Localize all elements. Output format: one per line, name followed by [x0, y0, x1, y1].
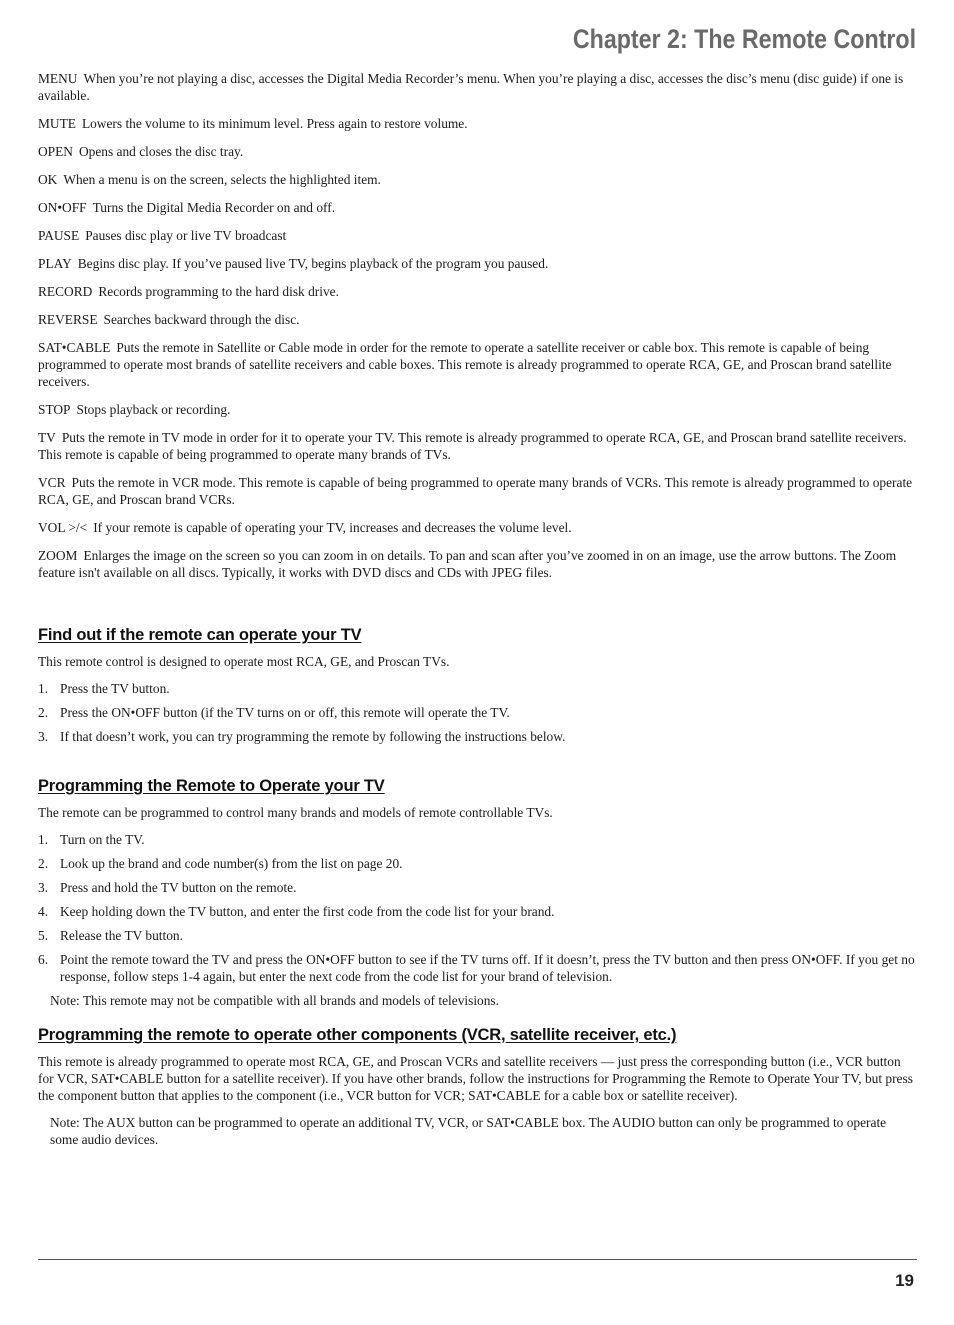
definition-item [38, 311, 916, 328]
step-text: Press and hold the TV button on the remote. [60, 880, 297, 895]
list-item [38, 927, 916, 944]
definition-text: If your remote is capable of operating your TV, increases and decreases the volume level. [93, 520, 572, 535]
definition-item [38, 339, 916, 390]
definition-term: OK [38, 172, 58, 187]
section-intro: This remote is already programmed to operate most RCA, GE, and Proscan VCRs and satellite receivers — just press the corresponding button (i.e., VCR button for VCR, SAT•CABLE button for a satellite receiver). If you have other brands, follow the instructions for Programming the Remote to Operate Your TV, but press the component button that applies to the component (i.e., VCR button for VCR; SAT•CABLE for a cable box or satellite receiver). [38, 1054, 913, 1103]
definition-text: Puts the remote in Satellite or Cable mode in order for the remote to operate a satellite receiver or cable box. This remote is capable of being programmed to operate most brands of satellite receivers and cable boxes. This remote is already programmed to operate RCA, GE, and Proscan brand satellite receivers. [38, 340, 892, 389]
definition-text: Enlarges the image on the screen so you can zoom in on details. To pan and scan after you’ve zoomed in on an image, use the arrow buttons. The Zoom feature isn't available on all discs. Typically, it works with DVD discs and CDs with JPEG files. [38, 548, 897, 580]
list-item [38, 680, 916, 697]
list-item [38, 951, 916, 985]
section-heading: Programming the Remote to Operate your TV [38, 777, 385, 795]
section-intro: This remote control is designed to operate most RCA, GE, and Proscan TVs. [38, 654, 450, 669]
step-number: 6. [38, 952, 49, 967]
step-text: Press the ON•OFF button (if the TV turns on or off, this remote will operate the TV. [60, 705, 510, 720]
definition-term: REVERSE [38, 312, 98, 327]
definition-text: When a menu is on the screen, selects the highlighted item. [63, 172, 381, 187]
definition-item [38, 255, 916, 272]
definition-term: RECORD [38, 284, 93, 299]
step-number: 5. [38, 928, 49, 943]
step-text: Look up the brand and code number(s) from the list on page 20. [60, 856, 403, 871]
steps-list [38, 831, 916, 985]
definition-text: Begins disc play. If you’ve paused live TV, begins playback of the program you paused. [77, 256, 549, 271]
step-text: Keep holding down the TV button, and enter the first code from the code list for your brand. [60, 904, 555, 919]
step-number: 3. [38, 880, 49, 895]
definition-term: PAUSE [38, 228, 80, 243]
definition-item [38, 227, 916, 244]
step-text: Press the TV button. [60, 681, 170, 696]
list-item [38, 879, 916, 896]
definition-text: Turns the Digital Media Recorder on and off. [92, 200, 336, 215]
definition-item [38, 70, 916, 104]
list-item [38, 855, 916, 872]
definition-term: STOP [38, 402, 71, 417]
definition-text: Opens and closes the disc tray. [78, 144, 244, 159]
step-number: 4. [38, 904, 49, 919]
section-heading: Find out if the remote can operate your TV [38, 626, 362, 644]
definition-term: MENU [38, 71, 78, 86]
definition-term: ZOOM [38, 548, 78, 563]
list-item [38, 728, 916, 745]
step-number: 3. [38, 729, 49, 744]
definition-item [38, 429, 916, 463]
definition-item [38, 199, 916, 216]
definition-text: Records programming to the hard disk drive. [98, 284, 339, 299]
step-number: 1. [38, 681, 49, 696]
step-text: Point the remote toward the TV and press the ON•OFF button to see if the TV turns off. If it doesn’t, press the TV button and then press ON•OFF. If you get no response, follow steps 1-4 again, but enter the next code from the code list for your brand of television. [60, 952, 915, 984]
page-number: 19 [895, 1271, 914, 1290]
definition-term: TV [38, 430, 56, 445]
section-programming-other [38, 1026, 916, 1148]
definition-text: Puts the remote in VCR mode. This remote is capable of being programmed to operate many brands of VCRs. This remote is already programmed to operate RCA, GE, and Proscan brand VCRs. [38, 475, 913, 507]
definition-term: MUTE [38, 116, 76, 131]
definition-term: PLAY [38, 256, 72, 271]
definition-item [38, 401, 916, 418]
definition-term: ON•OFF [38, 200, 87, 215]
step-number: 1. [38, 832, 49, 847]
list-item [38, 831, 916, 848]
definition-text: Puts the remote in TV mode in order for it to operate your TV. This remote is already programmed to operate RCA, GE, and Proscan brand satellite receivers. This remote is capable of being programmed to operate many brands of TVs. [38, 430, 907, 462]
list-item [38, 903, 916, 920]
definition-term: OPEN [38, 144, 73, 159]
definition-item [38, 115, 916, 132]
section-find-out [38, 626, 916, 752]
footer-divider [38, 1259, 917, 1260]
step-text: If that doesn’t work, you can try programming the remote by following the instructions below. [60, 729, 566, 744]
definition-item [38, 474, 916, 508]
step-number: 2. [38, 705, 49, 720]
list-item [38, 704, 916, 721]
section-heading: Programming the remote to operate other components (VCR, satellite receiver, etc.) [38, 1026, 677, 1044]
definition-term: VCR [38, 475, 66, 490]
step-text: Release the TV button. [60, 928, 183, 943]
definition-text: Searches backward through the disc. [103, 312, 300, 327]
section-intro: The remote can be programmed to control many brands and models of remote controllable TVs. [38, 805, 553, 820]
definition-term: SAT•CABLE [38, 340, 111, 355]
step-text: Turn on the TV. [60, 832, 145, 847]
definition-text: When you’re not playing a disc, accesses the Digital Media Recorder’s menu. When you’re playing a disc, accesses the disc’s menu (disc guide) if one is available. [38, 71, 904, 103]
definition-text: Stops playback or recording. [76, 402, 231, 417]
note-text: Note: This remote may not be compatible with all brands and models of televisions. [50, 993, 499, 1008]
definition-term: VOL >/< [38, 520, 88, 535]
definition-item [38, 519, 916, 536]
note-text: Note: The AUX button can be programmed to operate an additional TV, VCR, or SAT•CABLE box. The AUDIO button can only be programmed to operate some audio devices. [50, 1115, 887, 1147]
definition-item [38, 171, 916, 188]
button-definitions [38, 70, 916, 592]
definition-item [38, 143, 916, 160]
chapter-title: Chapter 2: The Remote Control [572, 24, 916, 54]
definition-item [38, 283, 916, 300]
steps-list [38, 680, 916, 745]
definition-text: Lowers the volume to its minimum level. Press again to restore volume. [81, 116, 468, 131]
section-programming-tv [38, 777, 916, 1009]
definition-item [38, 547, 916, 581]
step-number: 2. [38, 856, 49, 871]
definition-text: Pauses disc play or live TV broadcast [85, 228, 287, 243]
